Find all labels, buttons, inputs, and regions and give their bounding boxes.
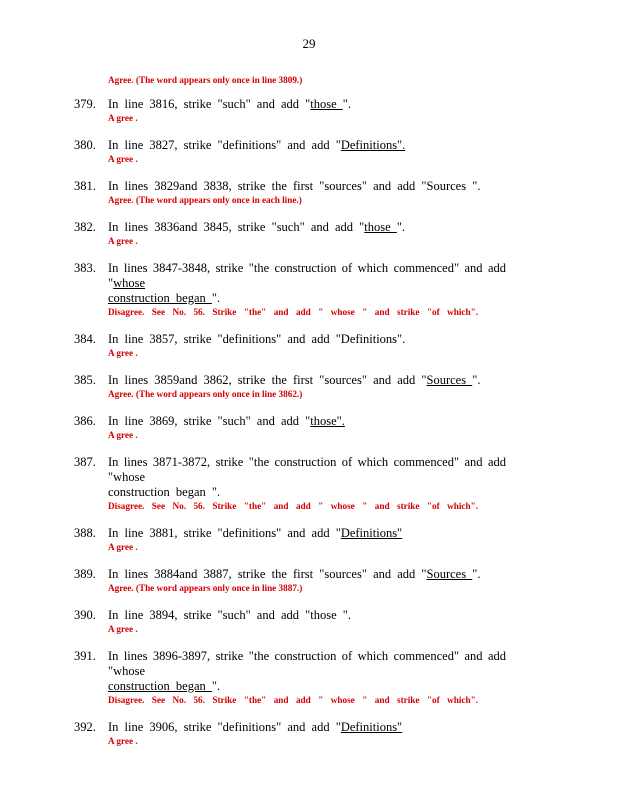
- amendment-number: 379.: [74, 97, 96, 111]
- response-note: A gree .: [108, 624, 138, 634]
- instruction-text: ".: [211, 679, 221, 693]
- response-note: Disagree. See No. 56. Strike "the" and add " whose " and strike "of which".: [108, 695, 478, 705]
- amendment-text-line: [108, 720, 508, 735]
- instruction-text: ".: [211, 291, 221, 305]
- underlined-insertion: those: [364, 220, 397, 234]
- instruction-text: construction began ".: [108, 485, 221, 499]
- amendment-body: [108, 97, 508, 125]
- instruction-text: In lines 3847-3848, strike "the construction of which commenced" and add ": [108, 261, 506, 290]
- underlined-insertion: Definitions": [340, 720, 403, 734]
- amendment-body: [108, 138, 508, 166]
- amendment-body: [108, 567, 508, 595]
- amendment-number: 386.: [74, 414, 96, 428]
- amendment-list: [0, 97, 618, 761]
- amendment-number: 391.: [74, 649, 96, 663]
- amendment-item: [0, 608, 618, 636]
- response-note: A gree .: [108, 542, 138, 552]
- underlined-insertion: construction began: [108, 291, 212, 305]
- amendment-text-line: [108, 526, 508, 541]
- amendment-number: 385.: [74, 373, 96, 387]
- instruction-text: ".: [342, 97, 351, 111]
- instruction-text: ".: [472, 567, 481, 581]
- response-note: A gree .: [108, 430, 138, 440]
- instruction-text: ".: [396, 220, 406, 234]
- instruction-text: In lines 3829and 3838, strike the first "sources" and add "Sources ".: [108, 179, 481, 193]
- instruction-text: In lines 3871-3872, strike "the construction of which commenced" and add "whose: [108, 455, 506, 484]
- amendment-text-line: [108, 220, 508, 235]
- amendment-text-line: [108, 608, 508, 623]
- instruction-text: In line 3857, strike "definitions" and add "Definitions".: [108, 332, 406, 346]
- amendment-text-line: [108, 179, 508, 194]
- amendment-item: [0, 179, 618, 207]
- instruction-text: In lines 3859and 3862, strike the first "sources" and add ": [108, 373, 427, 387]
- amendment-body: [108, 220, 508, 248]
- amendment-number: 390.: [74, 608, 96, 622]
- amendment-body: [108, 649, 508, 707]
- instruction-text: In line 3816, strike "such" and add ": [108, 97, 311, 111]
- amendment-item: [0, 649, 618, 707]
- amendment-number: 382.: [74, 220, 96, 234]
- underlined-insertion: those: [310, 97, 343, 111]
- amendment-body: [108, 455, 508, 513]
- amendment-item: [0, 332, 618, 360]
- amendment-text-line: [108, 485, 508, 500]
- amendment-body: [108, 373, 508, 401]
- amendment-number: 380.: [74, 138, 96, 152]
- amendment-item: [0, 138, 618, 166]
- underlined-insertion: Sources: [426, 567, 473, 581]
- amendment-number: 383.: [74, 261, 96, 275]
- response-note: Agree. (The word appears only once in line 3862.): [108, 389, 303, 399]
- page-number: 29: [302, 36, 316, 51]
- response-note: Disagree. See No. 56. Strike "the" and add " whose " and strike "of which".: [108, 501, 478, 511]
- underlined-insertion: Sources: [426, 373, 473, 387]
- underlined-insertion: construction began: [108, 679, 212, 693]
- amendment-item: [0, 220, 618, 248]
- amendment-text-line: [108, 373, 508, 388]
- response-note: Agree. (The word appears only once in each line.): [108, 195, 302, 205]
- amendment-item: [0, 455, 618, 513]
- response-note: A gree .: [108, 154, 138, 164]
- amendment-number: 392.: [74, 720, 96, 734]
- amendment-number: 389.: [74, 567, 96, 581]
- amendment-text-line: [108, 97, 508, 112]
- amendment-item: [0, 720, 618, 748]
- amendment-text-line: [108, 679, 508, 694]
- instruction-text: In line 3827, strike "definitions" and add ": [108, 138, 341, 152]
- response-note: A gree .: [108, 736, 138, 746]
- amendment-item: [0, 414, 618, 442]
- amendment-body: [108, 720, 508, 748]
- instruction-text: ".: [472, 373, 481, 387]
- amendment-text-line: [108, 414, 508, 429]
- amendment-body: [108, 332, 508, 360]
- amendment-number: 387.: [74, 455, 96, 469]
- response-note: A gree .: [108, 113, 138, 123]
- amendment-number: 384.: [74, 332, 96, 346]
- instruction-text: In lines 3896-3897, strike "the construction of which commenced" and add "whose: [108, 649, 506, 678]
- instruction-text: In lines 3836and 3845, strike "such" and add ": [108, 220, 365, 234]
- instruction-text: In line 3894, strike "such" and add "those ".: [108, 608, 351, 622]
- amendment-text-line: [108, 291, 508, 306]
- underlined-insertion: those".: [310, 414, 345, 428]
- instruction-text: In lines 3884and 3887, strike the first "sources" and add ": [108, 567, 427, 581]
- instruction-text: In line 3906, strike "definitions" and add ": [108, 720, 341, 734]
- instruction-text: In line 3869, strike "such" and add ": [108, 414, 311, 428]
- response-note: Agree. (The word appears only once in line 3887.): [108, 583, 303, 593]
- underlined-insertion: Definitions".: [340, 138, 406, 152]
- amendment-text-line: [108, 261, 506, 291]
- response-note: A gree .: [108, 348, 138, 358]
- amendment-text-line: [108, 567, 508, 582]
- amendment-item: [0, 567, 618, 595]
- amendment-body: [108, 526, 508, 554]
- amendment-text-line: [108, 138, 508, 153]
- top-note: Agree. (The word appears only once in line 3809.): [108, 75, 303, 85]
- response-note: Disagree. See No. 56. Strike "the" and add " whose " and strike "of which".: [108, 307, 478, 317]
- amendment-number: 388.: [74, 526, 96, 540]
- amendment-item: [0, 526, 618, 554]
- amendment-body: [108, 414, 508, 442]
- amendment-text-line: [108, 649, 506, 679]
- amendment-item: [0, 97, 618, 125]
- amendment-body: [108, 179, 508, 207]
- amendment-number: 381.: [74, 179, 96, 193]
- amendment-item: [0, 261, 618, 319]
- instruction-text: In line 3881, strike "definitions" and add ": [108, 526, 341, 540]
- amendment-text-line: [108, 332, 508, 347]
- underlined-insertion: whose: [113, 276, 146, 290]
- underlined-insertion: Definitions": [340, 526, 403, 540]
- amendment-item: [0, 373, 618, 401]
- amendment-body: [108, 261, 508, 319]
- response-note: A gree .: [108, 236, 138, 246]
- amendment-body: [108, 608, 508, 636]
- amendment-text-line: [108, 455, 506, 485]
